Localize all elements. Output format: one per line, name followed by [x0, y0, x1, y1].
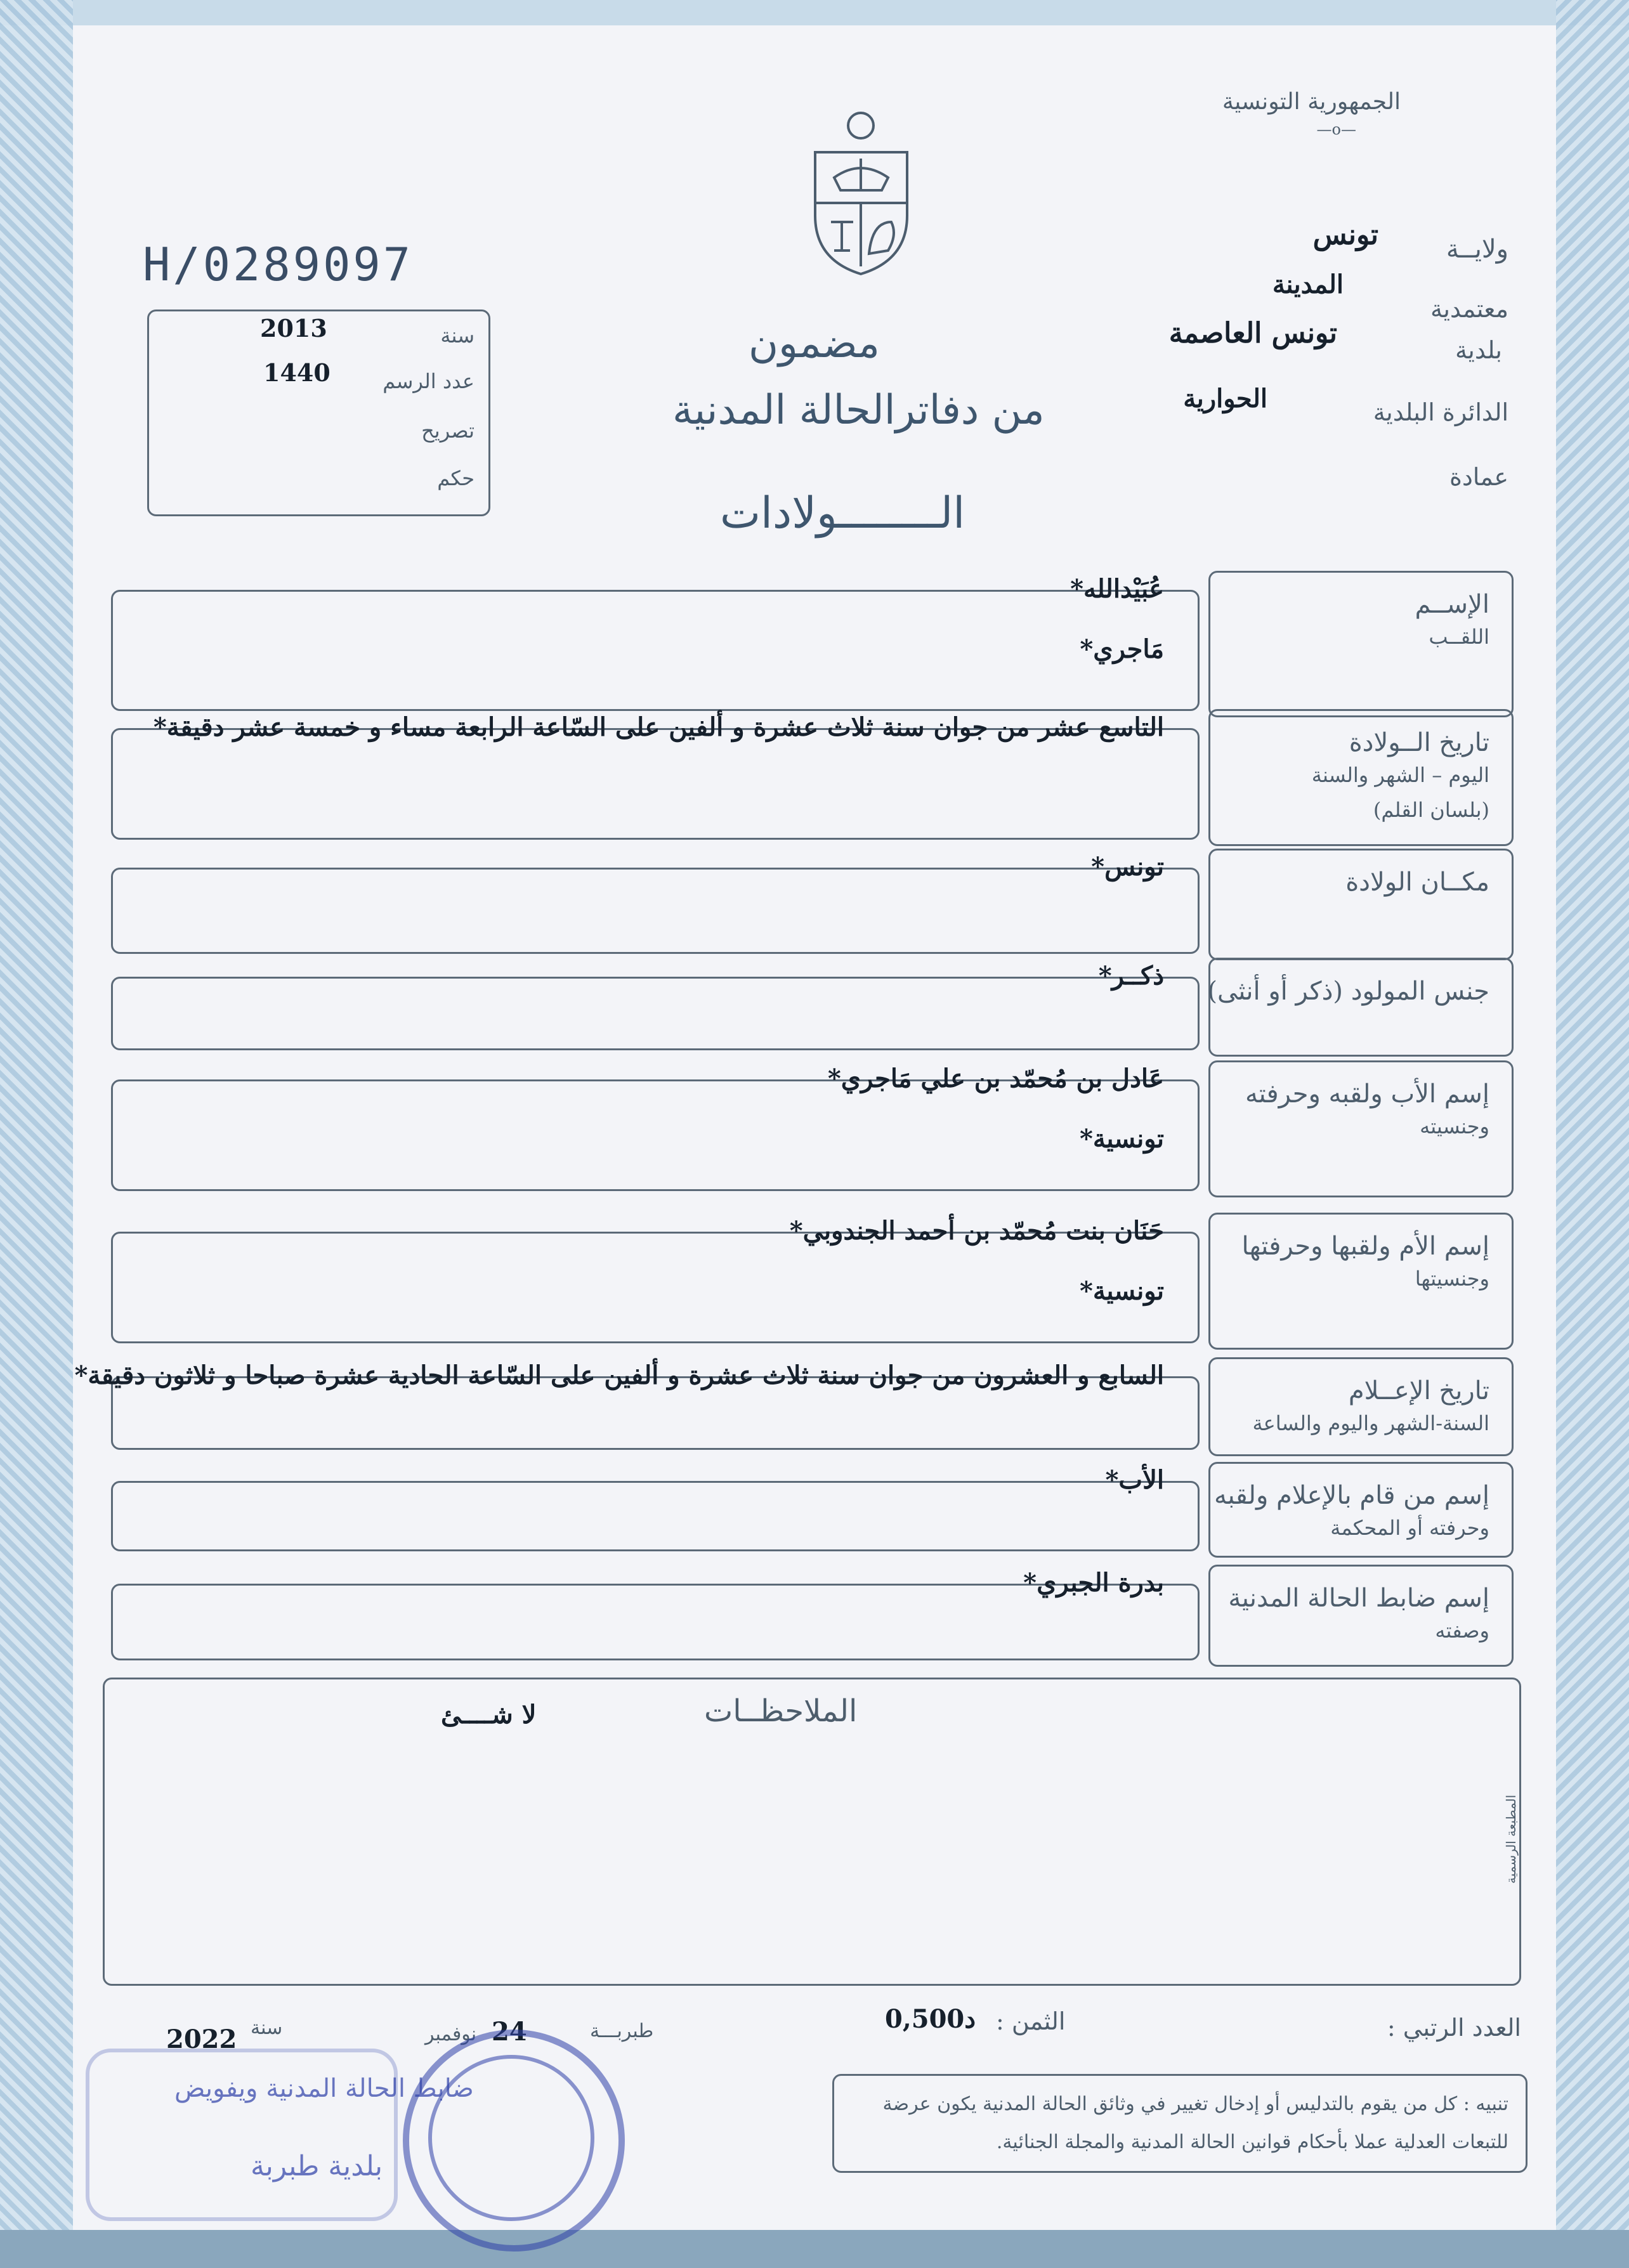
delegation-value: المدينة: [1272, 270, 1344, 299]
field-value: مَاجري*: [1080, 634, 1164, 664]
field-label-box: [1208, 958, 1514, 1057]
official-stamp: ضابط الحالة المدنية ويفويض بلدية طبربة: [86, 2023, 644, 2264]
field-value: تونسية*: [1079, 1276, 1164, 1306]
field-label: إسم الأب ولقبه وحرفته: [1245, 1079, 1489, 1109]
field-label: إسم ضابط الحالة المدنية: [1228, 1584, 1489, 1613]
field-value: عُبَيْدالله*: [1070, 574, 1164, 604]
remarks-value: لا شــــئ: [441, 1700, 537, 1730]
field-value: التاسع عشر من جوان سنة ثلاث عشرة و ألفين على السّاعة الرابعة مساء و خمسة عشر دقيقة*: [153, 712, 1164, 742]
district-value: الحوارية: [1183, 384, 1267, 414]
judgment-label: حكم: [437, 466, 474, 490]
declaration-label: تصريح: [421, 419, 474, 443]
field-label: الإســم: [1415, 590, 1489, 619]
issue-year-label: سنة: [251, 2017, 283, 2039]
field-label: مكــان الولادة: [1345, 868, 1489, 897]
issue-day: 24: [492, 2017, 527, 2047]
notice-line-1: تنبيه : كل من يقوم بالتدليس أو إدخال تغيير في وثائق الحالة المدنية يكون عرضة: [882, 2093, 1508, 2115]
field-value: بدرة الجبري*: [1023, 1568, 1164, 1598]
year-value: 2013: [260, 314, 327, 342]
field-value: السابع و العشرون من جوان سنة ثلاث عشرة و ألفين على السّاعة الحادية عشرة صباحا و ثلاثون دقيقة*: [74, 1360, 1164, 1390]
field-value: الأب*: [1105, 1465, 1164, 1495]
field-label: إسم الأم ولقبها وحرفتها: [1241, 1232, 1489, 1261]
printer-mark: المطبعة الرسمية: [1503, 1794, 1519, 1884]
field-value-box: [111, 868, 1200, 954]
field-value-box: [111, 1079, 1200, 1191]
record-number-label: عدد الرسم: [383, 369, 474, 393]
price-value: 0,500د: [885, 2004, 976, 2034]
field-label: اليوم – الشهر والسنة: [1311, 763, 1489, 787]
field-label-box: [1208, 849, 1514, 960]
field-value: حَنَان بنت مُحمّد بن أحمد الجندوبي*: [789, 1216, 1164, 1246]
wilaya-label: ولايــة: [1446, 235, 1508, 264]
district-label: الدائرة البلدية: [1373, 398, 1508, 426]
field-value-box: [111, 1481, 1200, 1551]
field-label: اللقــب: [1429, 625, 1489, 649]
field-label: السنة-الشهر واليوم والساعة: [1252, 1411, 1489, 1435]
municipality-value: تونس العاصمة: [1168, 317, 1337, 349]
field-value-box: [111, 728, 1200, 840]
tunisia-coat-of-arms-icon: [802, 108, 920, 279]
field-value: عَادل بن مُحمّد بن علي مَاجري*: [827, 1064, 1164, 1093]
field-value: تونس*: [1091, 852, 1164, 882]
field-label: إسم من قام بالإعلام ولقبه: [1214, 1481, 1489, 1510]
notice-line-2: للتبعات العدلية عملا بأحكام قوانين الحالة المدنية والمجلة الجنائية.: [996, 2131, 1508, 2153]
field-value: ذكــر*: [1098, 961, 1164, 991]
price-label: الثمن :: [996, 2007, 1066, 2035]
record-number-value: 1440: [263, 358, 330, 387]
field-value-box: [111, 590, 1200, 711]
field-value-box: [111, 1232, 1200, 1343]
field-value-box: [111, 977, 1200, 1050]
field-label: وصفته: [1435, 1619, 1489, 1643]
title-line-2: من دفاترالحالة المدنية: [672, 387, 1045, 434]
field-label: تاريخ الــولادة: [1349, 728, 1489, 757]
wilaya-value: تونس: [1312, 219, 1378, 251]
serial-number: H/0289097: [143, 238, 414, 291]
title-line-3: الــــــــولادات: [720, 488, 965, 538]
issue-year-value: 2022: [166, 2024, 237, 2054]
decorative-border-right: [1556, 0, 1629, 2268]
notice-box: [832, 2074, 1528, 2173]
decorative-border-left: [0, 0, 73, 2268]
serial-order-label: العدد الرتبي :: [1387, 2014, 1521, 2042]
title-line-1: مضمون: [749, 320, 880, 367]
republic-underline-ornament: —o—: [1316, 121, 1356, 138]
issue-month: نوفمبر: [425, 2023, 477, 2045]
field-label: (بلسان القلم): [1373, 798, 1489, 822]
field-label: تاريخ الإعــلام: [1348, 1376, 1489, 1405]
republic-label: الجمهورية التونسية: [1222, 89, 1401, 115]
year-label: سنة: [440, 323, 474, 348]
paper-top-edge: [0, 0, 1629, 25]
field-label-box: [1208, 1357, 1514, 1456]
municipality-label: بلدية: [1455, 336, 1502, 364]
field-label: وجنسيته: [1420, 1114, 1489, 1138]
field-label: وحرفته أو المحكمة: [1330, 1516, 1489, 1540]
remarks-label: الملاحظــات: [704, 1693, 858, 1729]
field-label-box: [1208, 1565, 1514, 1667]
place-label: طبربـــة: [590, 2020, 654, 2042]
delegation-label: معتمدية: [1430, 295, 1508, 323]
field-value: تونسية*: [1079, 1124, 1164, 1154]
field-label: وجنسيتها: [1415, 1267, 1489, 1291]
omda-label: عمادة: [1449, 463, 1508, 491]
field-label: جنس المولود (ذكر أو أنثى): [1207, 977, 1489, 1006]
